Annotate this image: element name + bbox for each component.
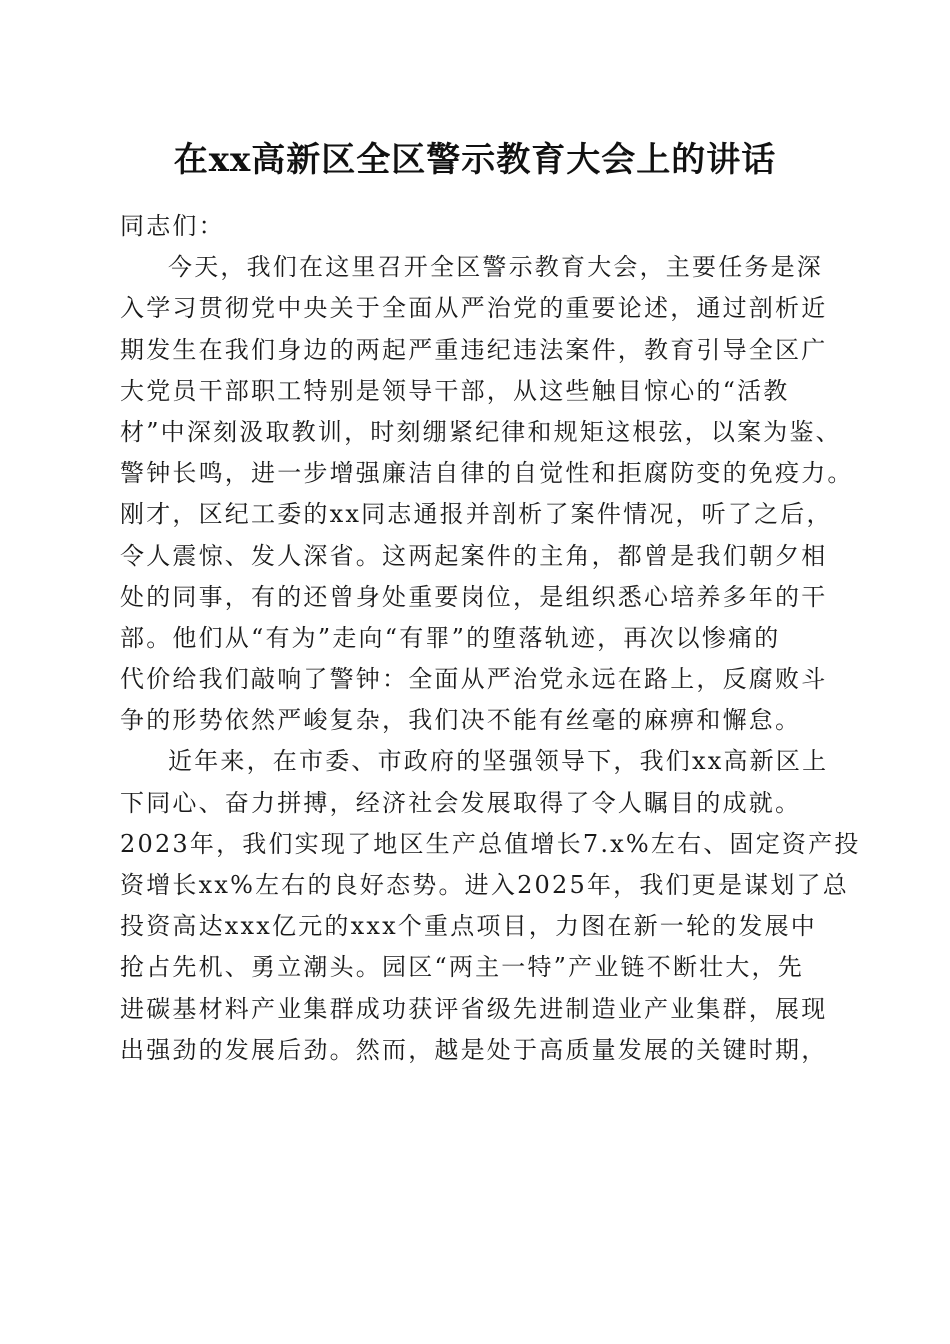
paragraph-line: 投资高达xxx亿元的xxx个重点项目，力图在新一轮的发展中 [120,912,818,941]
paragraph-line: 警钟长鸣，进一步增强廉洁自律的自觉性和拒腐防变的免疫力。 [120,459,854,488]
paragraph-line: 争的形势依然严峻复杂，我们决不能有丝毫的麻痹和懈怠。 [120,706,802,735]
salutation: 同志们： [120,212,225,240]
paragraph-line: 代价给我们敲响了警钟：全面从严治党永远在路上，反腐败斗 [120,665,828,694]
paragraph-line: 近年来，在市委、市政府的坚强领导下，我们xx高新区上 [168,747,829,776]
document-title: 在xx高新区全区警示教育大会上的讲话 [173,140,777,180]
paragraph-line: 部。他们从“有为”走向“有罪”的堕落轨迹，再次以惨痛的 [120,623,781,652]
paragraph-line: 处的同事，有的还曾身处重要岗位，是组织悉心培养多年的干 [120,582,828,611]
paragraph-line: 今天，我们在这里召开全区警示教育大会，主要任务是深 [168,253,823,282]
paragraph-line: 期发生在我们身边的两起严重违纪违法案件，教育引导全区广 [120,335,828,364]
document-body [120,206,861,1071]
paragraph-line: 刚才，区纪工委的xx同志通报并剖析了案件情况，听了之后， [120,500,833,529]
paragraph-line: 下同心、奋力拼搏，经济社会发展取得了令人瞩目的成就。 [120,788,802,817]
paragraph-line: 大党员干部职工特别是领导干部，从这些触目惊心的“活教 [120,376,790,405]
paragraph-line: 进碳基材料产业集群成功获评省级先进制造业产业集群，展现 [120,994,828,1023]
paragraph-line: 抢占先机、勇立潮头。园区“两主一特”产业链不断壮大，先 [120,953,804,982]
paragraph-line: 材”中深刻汲取教训，时刻绷紧纪律和规矩这根弦，以案为鉴、 [120,417,842,446]
paragraph-line: 出强劲的发展后劲。然而，越是处于高质量发展的关键时期， [120,1035,828,1064]
paragraph-line: 资增长xx%左右的良好态势。进入2025年，我们更是谋划了总 [120,871,849,899]
paragraph-line: 入学习贯彻党中央关于全面从严治党的重要论述，通过剖析近 [120,294,828,323]
paragraph-line: 令人震惊、发人深省。这两起案件的主角，都曾是我们朝夕相 [120,541,828,570]
paragraph-line: 2023年，我们实现了地区生产总值增长7.x%左右、固定资产投 [120,829,861,858]
